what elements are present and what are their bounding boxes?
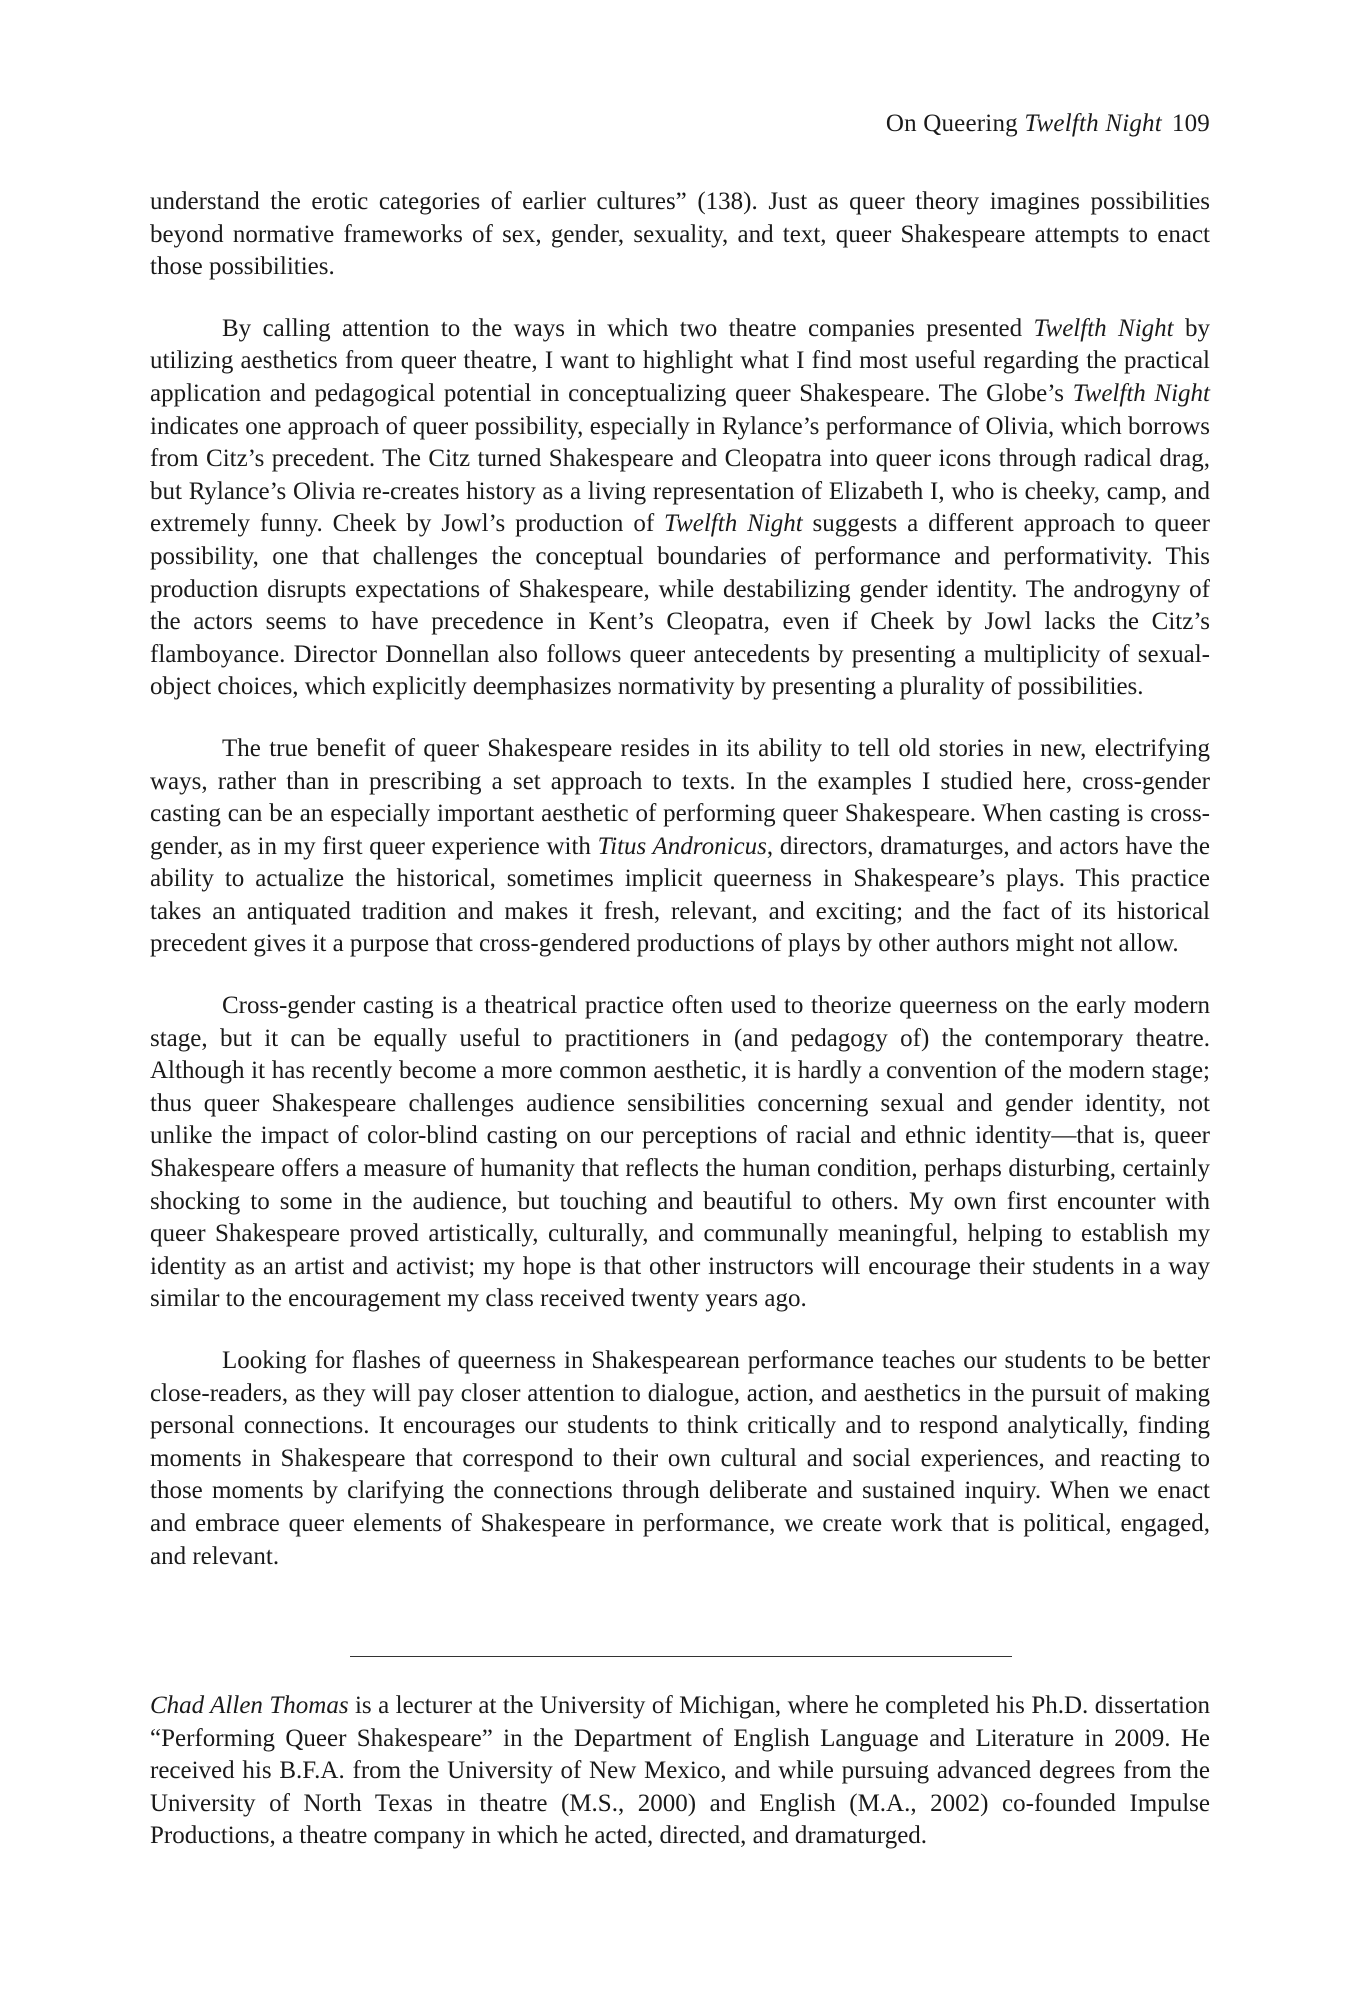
paragraph-4: Cross-gender casting is a theatrical practice often used to theorize queerness on the early modern stage, but it can be equally useful to practitioners in (and pedagogy of) the contemporary theatre. Although it has recently become a more common aesthetic, it is hardly a convention of the modern stage; thus queer Shakespeare challenges audience sensibilities concerning sexual and gender identity, not unlike the impact of color-blind casting on our perceptions of racial and ethnic identity—that is, queer Shakespeare offers a measure of humanity that reflects the human condition, perhaps disturbing, certainly shocking to some in the audience, but touching and beautiful to others. My own first encounter with queer Shakespeare proved artistically, culturally, and communally meaningful, helping to establish my identity as an artist and activist; my hope is that other instructors will encourage their students in a way similar to the encouragement my class received twenty years ago. [150, 992, 1210, 1313]
running-head-title: Twelfth Night [1024, 110, 1162, 137]
play-title: Twelfth Night [1072, 379, 1210, 407]
paragraph-3: The true benefit of queer Shakespeare resides in its ability to tell old stories in new, electrifying ways, rather than in prescribing a set approach to texts. In the examples I studied here, cross-gender casting can be an especially important aesthetic of performing queer Shakespeare. When casting is cross-gender, as in my first queer experience with Titus Andronicus, directors, dramaturges, and actors have the ability to actualize the historical, sometimes implicit queerness in Shakespeare’s plays. This practice takes an antiquated tradition and makes it fresh, relevant, and exciting; and the fact of its historical precedent gives it a purpose that cross-gendered productions of plays by other authors might not allow. [150, 734, 1210, 958]
section-divider [350, 1656, 1012, 1657]
play-title: Twelfth Night [664, 510, 803, 538]
page [150, 0, 1210, 2000]
paragraph-1: understand the erotic categories of earlier cultures” (138). Just as queer theory imagines possibilities beyond normative frameworks of sex, gender, sexuality, and text, queer Shakespeare attempts to enact those possibilities. [150, 188, 1210, 281]
play-title: Titus Andronicus [597, 832, 767, 860]
running-head [886, 110, 1210, 138]
author-bio: Chad Allen Thomas is a lecturer at the University of Michigan, where he completed his Ph.D. dissertation “Performing Queer Shakespeare” in the Department of English Language and Literature in 2009. He received his B.F.A. from the University of New Mexico, and while pursuing advanced degrees from the University of North Texas in theatre (M.S., 2000) and English (M.A., 2002) co-founded Impulse Productions, a theatre company in which he acted, directed, and dramaturged. [150, 1692, 1210, 1850]
author-name: Chad Allen Thomas [150, 1692, 349, 1719]
running-head-prefix: On Queering [885, 110, 1025, 137]
play-title: Twelfth Night [1033, 314, 1174, 342]
body-text [150, 186, 1210, 1573]
paragraph-5: Looking for flashes of queerness in Shakespearean performance teaches our students to be better close-readers, as they will pay closer attention to dialogue, action, and aesthetics in the pursuit of making personal connections. It encourages our students to think critically and to respond analytically, finding moments in Shakespeare that correspond to their own cultural and social experiences, and reacting to those moments by clarifying the connections through deliberate and sustained inquiry. When we enact and embrace queer elements of Shakespeare in performance, we create work that is political, engaged, and relevant. [150, 1347, 1210, 1570]
page-number: 109 [1171, 110, 1210, 137]
paragraph-2: By calling attention to the ways in which two theatre companies presented Twelfth Night by utilizing aesthetics from queer theatre, I want to highlight what I find most useful regarding the practical application and pedagogical potential in conceptualizing queer Shakespeare. The Globe’s Twelfth Night indicates one approach of queer possibility, especially in Rylance’s performance of Olivia, which borrows from Citz’s precedent. The Citz turned Shakespeare and Cleopatra into queer icons through radical drag, but Rylance’s Olivia re-creates history as a living representation of Elizabeth I, who is cheeky, camp, and extremely funny. Cheek by Jowl’s production of Twelfth Night suggests a different approach to queer possibility, one that challenges the conceptual boundaries of performance and performativity. This production disrupts expectations of Shakespeare, while destabilizing gender identity. The androgyny of the actors seems to have precedence in Kent’s Cleopatra, even if Cheek by Jowl lacks the Citz’s flamboyance. Director Donnellan also follows queer antecedents by presenting a multiplicity of sexual-object choices, which explicitly deemphasizes normativity by presenting a plurality of possibilities. [150, 314, 1210, 701]
